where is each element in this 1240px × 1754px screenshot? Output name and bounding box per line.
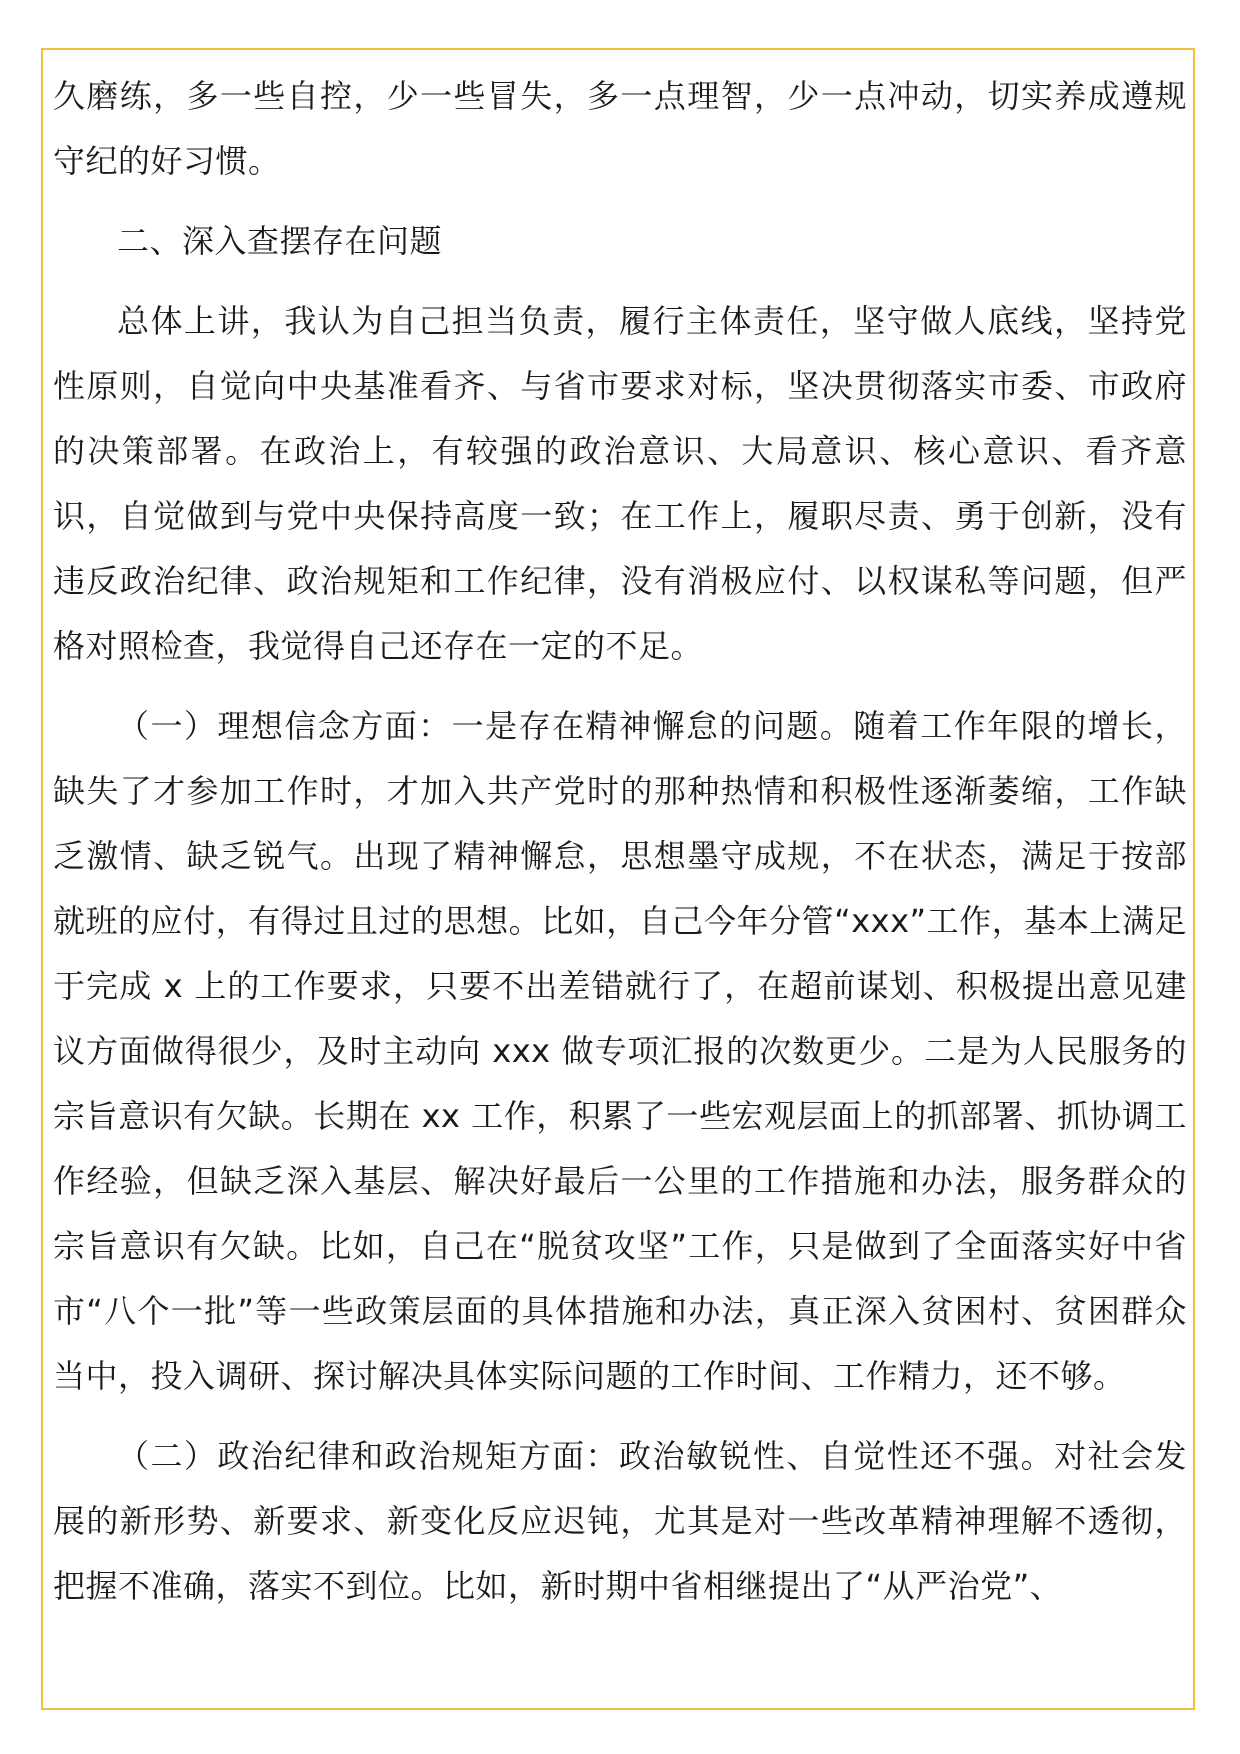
paragraph-ideals-beliefs: （一）理想信念方面：一是存在精神懈怠的问题。随着工作年限的增长，缺失了才参加工作时，才加入共产党时的那种热情和积极性逐渐萎缩，工作缺乏激情、缺乏锐气。出现了精神懈怠，思想墨守成规，不在状态，满足于按部就班的应付，有得过且过的思想。比如，自己今年分管“xxx”工作，基本上满足于完成 x 上的工作要求，只要不出差错就行了，在超前谋划、积极提出意见建议方面做得很少，及时主动向 xxx 做专项汇报的次数更少。二是为人民服务的宗旨意识有欠缺。长期在 xx 工作，积累了一些宏观层面上的抓部署、抓协调工作经验，但缺乏深入基层、解决好最后一公里的工作措施和办法，服务群众的宗旨意识有欠缺。比如，自己在“脱贫攻坚”工作，只是做到了全面落实好中省市“八个一批”等一些政策层面的具体措施和办法，真正深入贫困村、贫困群众当中，投入调研、探讨解决具体实际问题的工作时间、工作精力，还不够。 — [53, 707, 1187, 1395]
paragraph-overview: 总体上讲，我认为自己担当负责，履行主体责任，坚守做人底线，坚持党性原则，自觉向中央基准看齐、与省市要求对标，坚决贯彻落实市委、市政府的决策部署。在政治上，有较强的政治意识、大局意识、核心意识、看齐意识，自觉做到与党中央保持高度一致；在工作上，履职尽责、勇于创新，没有违反政治纪律、政治规矩和工作纪律，没有消极应付、以权谋私等问题，但严格对照检查，我觉得自己还存在一定的不足。 — [53, 302, 1187, 665]
section-heading: 二、深入查摆存在问题 — [117, 222, 443, 260]
paragraph-continuation: 久磨练，多一些自控，少一些冒失，多一点理智，少一点冲动，切实养成遵规守纪的好习惯。 — [53, 77, 1187, 180]
paragraph-political-discipline: （二）政治纪律和政治规矩方面：政治敏锐性、自觉性还不强。对社会发展的新形势、新要求、新变化反应迟钝，尤其是对一些改革精神理解不透彻，把握不准确，落实不到位。比如，新时期中省相继提出了“从严治党”、 — [53, 1437, 1187, 1605]
document-body — [53, 64, 1187, 1619]
page-frame — [41, 48, 1195, 1710]
